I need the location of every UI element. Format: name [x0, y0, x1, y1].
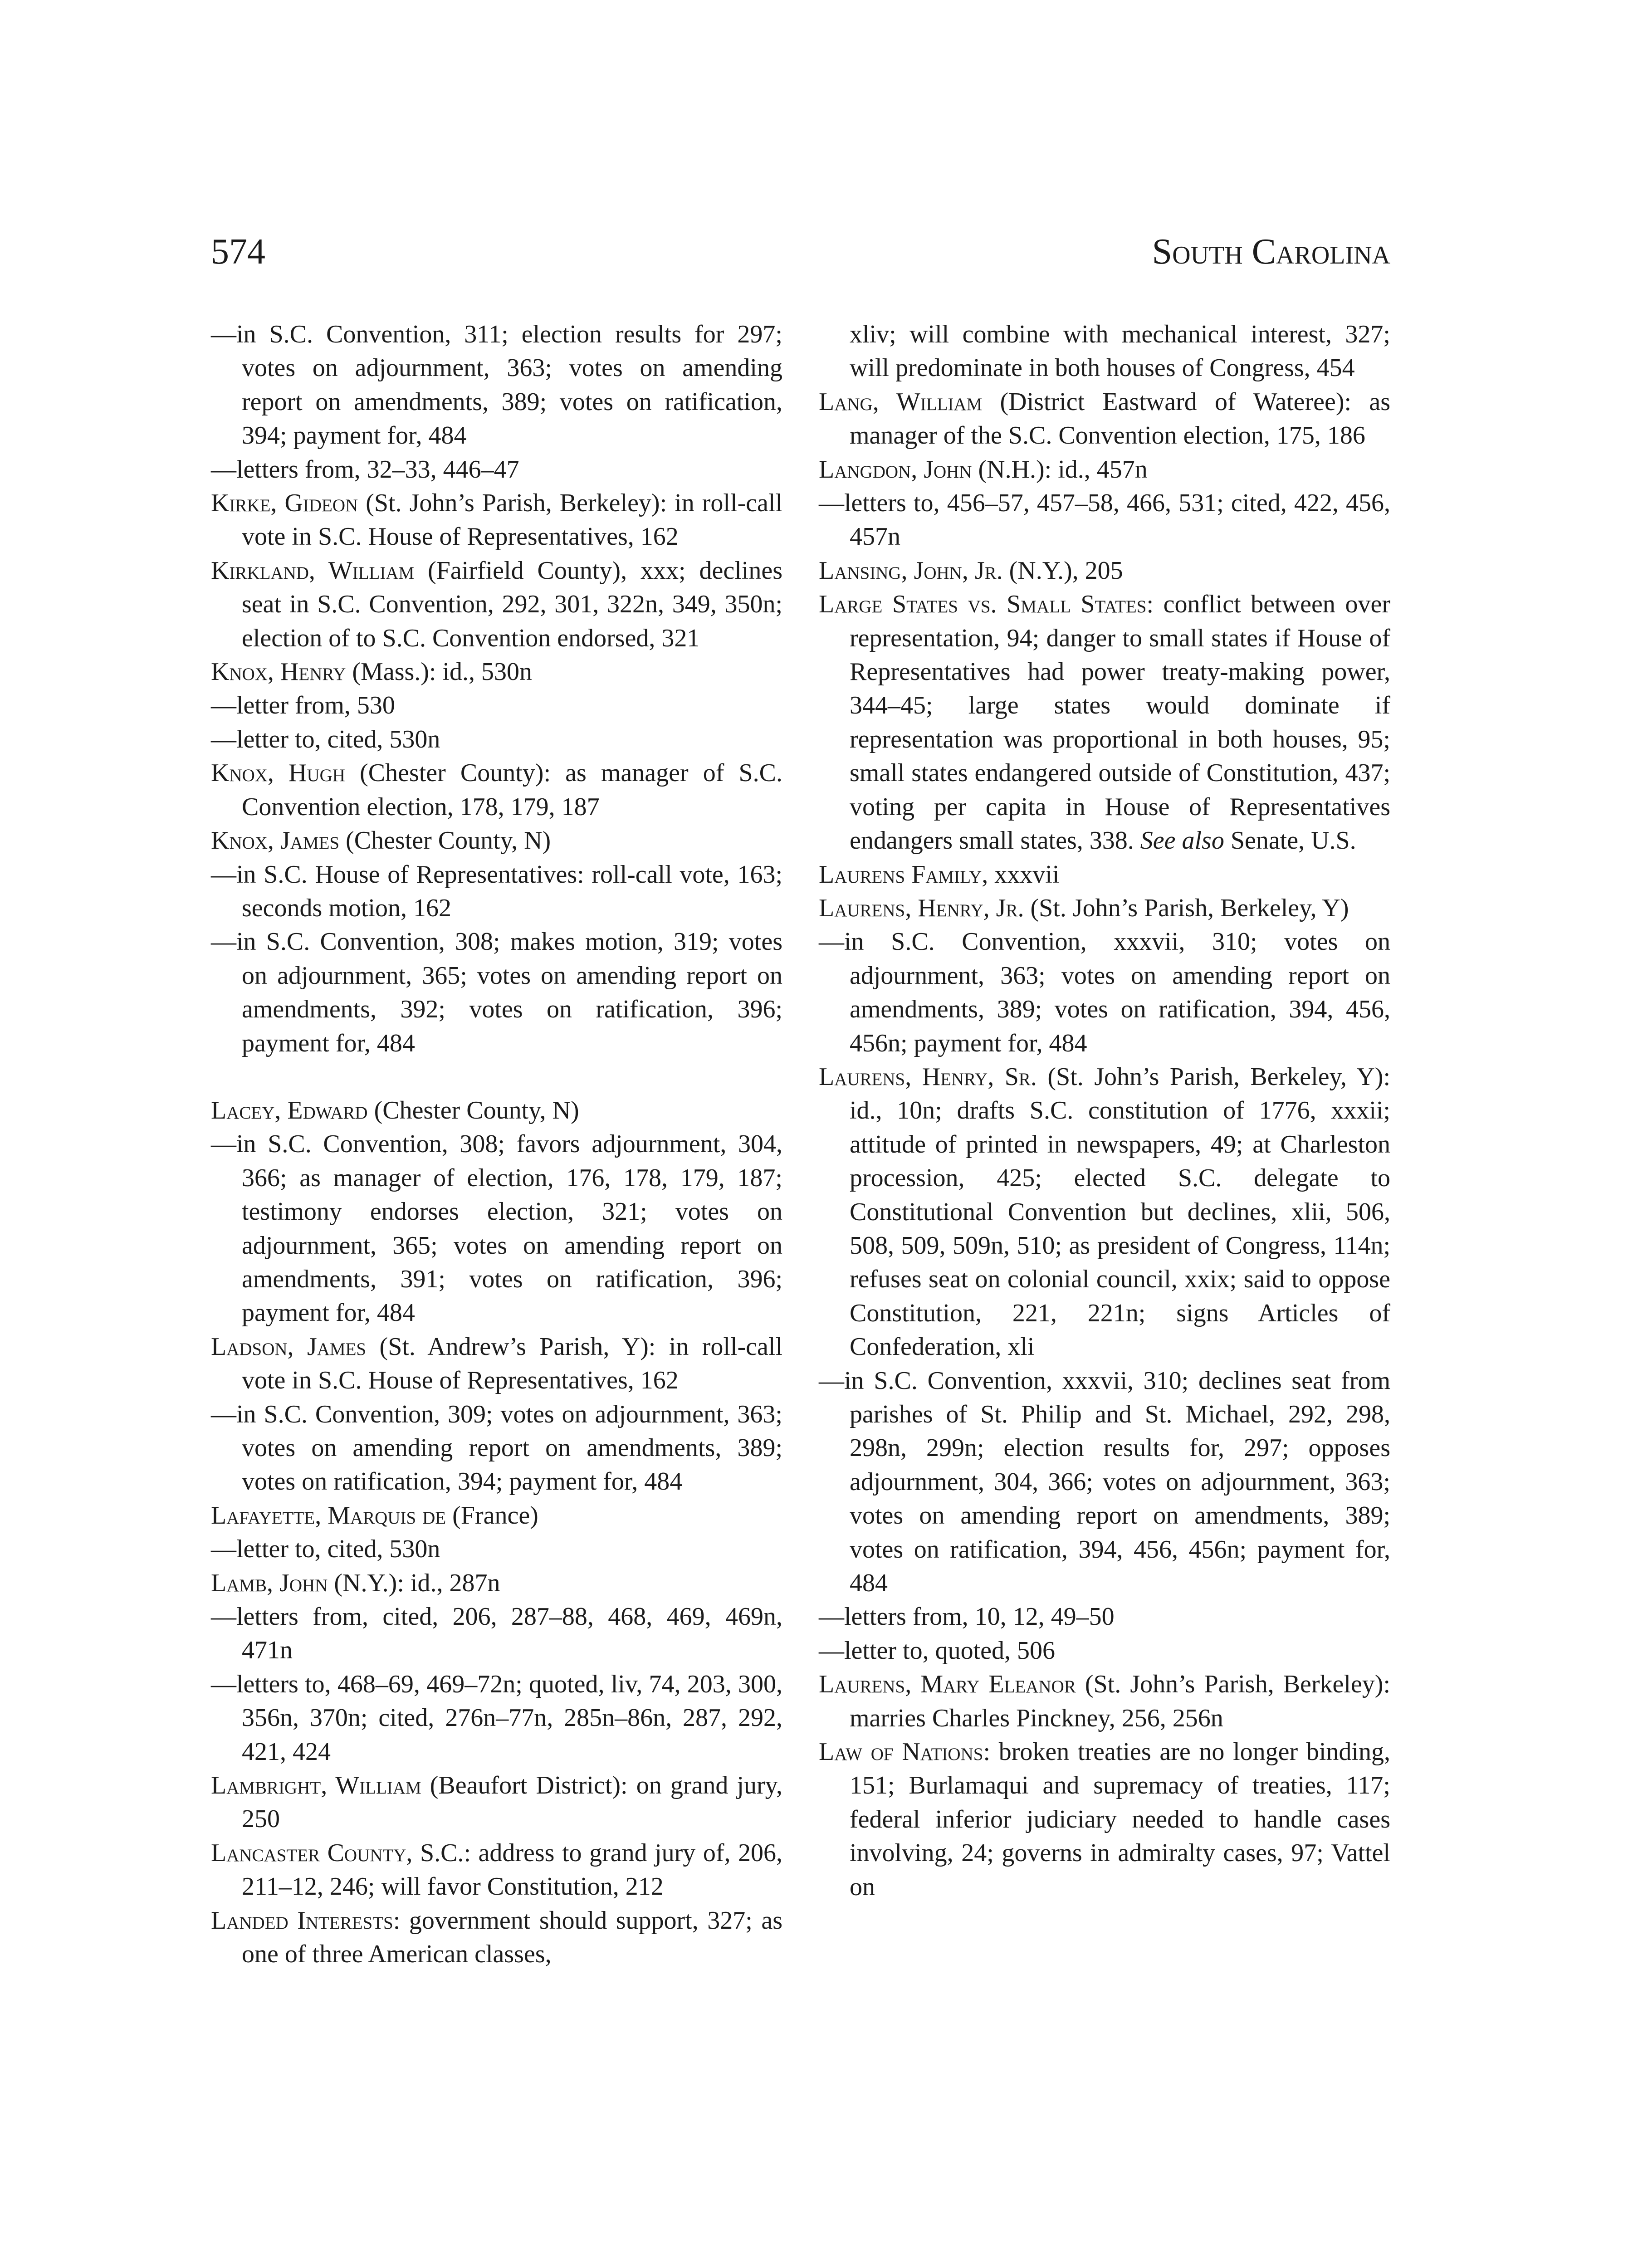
index-entry — [211, 824, 782, 857]
index-headword: Lambright, William — [211, 1771, 421, 1800]
index-entry-text: (Mass.): id., 530n — [346, 658, 533, 686]
index-entry — [211, 554, 782, 655]
index-entry — [819, 1060, 1390, 1364]
index-entry — [211, 1836, 782, 1904]
index-entry-text: : broken treaties are no longer binding, 151; Burlamaqui and supremacy of treaties, 117; federal inferior judiciary needed to handle cases involving, 24; governs in admiralty cases, 97; Vattel on — [850, 1738, 1390, 1901]
index-entry — [211, 486, 782, 554]
index-column-right — [819, 318, 1390, 1904]
index-headword: Knox, Henry — [211, 658, 346, 686]
index-headword: Kirkland, William — [211, 556, 415, 585]
index-subentry — [211, 1127, 782, 1330]
index-entry — [211, 1769, 782, 1836]
index-subentry — [211, 318, 782, 453]
index-entry — [211, 1904, 782, 1971]
index-subentry — [211, 858, 782, 925]
index-entry-text: : conflict between over representation, 94; danger to small states if House of Representatives had power treaty-making power, 344–45; large states would dominate if representation was proportional in both houses, 95; small states endangered outside of Constitution, 437; voting per capita in House of Representatives endangers small states, 338. — [850, 590, 1390, 855]
index-headword: Laurens, Henry, Sr. — [819, 1062, 1037, 1091]
index-headword: Lansing, John, Jr. — [819, 556, 1003, 585]
index-headword: Lang, William — [819, 387, 983, 416]
index-entry-text: —in S.C. House of Representatives: roll-call vote, 163; seconds motion, 162 — [211, 860, 782, 922]
index-entry-text: (St. John’s Parish, Berkeley, Y): id., 10n; drafts S.C. constitution of 1776, xxxii; attitude of printed in newspapers, 49; at Charleston procession, 425; elected S.C. delegate to Constitutional Convention but declines, xlii, 506, 508, 509, 509n, 510; as president of Congress, 114n; refuses seat on colonial council, xxix; said to oppose Constitution, 221, 221n; signs Articles of Confederation, xli — [850, 1062, 1390, 1361]
index-entry — [211, 1566, 782, 1600]
index-entry-text: —letters to, 456–57, 457–58, 466, 531; cited, 422, 456, 457n — [819, 489, 1390, 551]
index-headword: Knox, James — [211, 826, 340, 855]
index-headword: Lancaster County, S.C. — [211, 1838, 464, 1867]
index-headword: Kirke, Gideon — [211, 489, 358, 518]
index-entry-text: (Fairfield County), xxx; declines seat in S.C. Convention, 292, 301, 322n, 349, 350n; election of to S.C. Convention endorsed, 321 — [242, 556, 782, 652]
index-subentry — [819, 318, 1390, 385]
index-subentry — [211, 1398, 782, 1499]
index-entry-text: —letters from, 10, 12, 49–50 — [819, 1603, 1115, 1631]
index-subentry — [211, 1532, 782, 1566]
see-also-target: Senate, U.S. — [1224, 826, 1356, 855]
index-entry-text: (District Eastward of Wateree): as manager of the S.C. Convention election, 175, 186 — [850, 387, 1390, 450]
index-entry — [819, 858, 1390, 891]
index-subentry — [211, 925, 782, 1060]
index-entry-text: —in S.C. Convention, xxxvii, 310; votes on adjournment, 363; votes on amending report on amendments, 389; votes on ratification, 394, 456, 456n; payment for, 484 — [819, 928, 1390, 1057]
index-entry-text: —in S.C. Convention, xxxvii, 310; declines seat from parishes of St. Philip and St. Michael, 292, 298, 298n, 299n; election results for, 297; opposes adjournment, 304, 366; votes on adjournment, 363; votes on amending report on amendments, 389; votes on ratification, 394, 456, 456n; payment for, 484 — [819, 1366, 1390, 1598]
index-entry-text: (Chester County, N) — [367, 1096, 579, 1124]
index-headword: Knox, Hugh — [211, 759, 345, 787]
index-entry-text: (N.Y.), 205 — [1002, 556, 1123, 585]
index-entry-text: (Beaufort District): on grand jury, 250 — [242, 1771, 782, 1833]
index-subentry — [211, 453, 782, 486]
index-subentry — [819, 486, 1390, 554]
index-entry — [819, 453, 1390, 486]
index-entry-text: —in S.C. Convention, 308; favors adjournment, 304, 366; as manager of election, 176, 178, 179, 187; testimony endorses election, 321; votes on adjournment, 365; votes on amending report on amendments, 391; votes on ratification, 396; payment for, 484 — [211, 1130, 782, 1327]
index-entry-text: —in S.C. Convention, 308; makes motion, 319; votes on adjournment, 365; votes on amending report on amendments, 392; votes on ratification, 396; payment for, 484 — [211, 928, 782, 1057]
page-number: 574 — [211, 232, 265, 272]
running-head: South Carolina — [1152, 232, 1390, 272]
index-entry — [211, 655, 782, 689]
index-headword: Laurens, Mary Eleanor — [819, 1670, 1076, 1699]
index-subentry — [819, 925, 1390, 1060]
index-entry-text: (St. John’s Parish, Berkeley, Y) — [1024, 894, 1349, 922]
index-headword: Law of Nations — [819, 1738, 983, 1766]
index-entry-text: (N.H.): id., 457n — [972, 455, 1148, 484]
index-subentry — [211, 1600, 782, 1667]
index-headword: Lamb, John — [211, 1569, 328, 1597]
index-headword: Landed Interests — [211, 1906, 393, 1935]
index-headword: Laurens, Henry, Jr. — [819, 894, 1024, 922]
index-entry-text: —letter from, 530 — [211, 691, 395, 720]
index-entry-text: (Chester County, N) — [339, 826, 551, 855]
index-entry-text: (St. Andrew’s Parish, Y): in roll-call vote in S.C. House of Representatives, 162 — [242, 1332, 783, 1395]
index-entry-text: (France) — [446, 1501, 538, 1530]
index-entry — [819, 554, 1390, 587]
index-column-left — [211, 318, 782, 1971]
index-headword: Ladson, James — [211, 1332, 367, 1361]
page-header — [211, 227, 1390, 277]
index-entry — [819, 891, 1390, 925]
index-entry — [819, 385, 1390, 453]
index-entry-text: —letters from, cited, 206, 287–88, 468, 469, 469n, 471n — [211, 1603, 782, 1665]
index-entry-text: : address to grand jury of, 206, 211–12, 246; will favor Constitution, 212 — [242, 1838, 782, 1901]
index-entry-text: —in S.C. Convention, 311; election results for 297; votes on adjournment, 363; votes on amending report on amendments, 389; votes on ratification, 394; payment for, 484 — [211, 320, 782, 450]
index-entry — [211, 1499, 782, 1532]
index-entry-text: —letter to, cited, 530n — [211, 1535, 440, 1564]
index-entry-text: —letters to, 468–69, 469–72n; quoted, liv, 74, 203, 300, 356n, 370n; cited, 276n–77n, 285n–86n, 287, 292, 421, 424 — [211, 1670, 782, 1766]
index-entry-text: : government should support, 327; as one of three American classes, — [242, 1906, 783, 1969]
index-entry — [819, 1667, 1390, 1735]
index-headword: Lacey, Edward — [211, 1096, 368, 1124]
index-headword: Large States vs. Small States — [819, 590, 1147, 619]
index-entry-text: (Chester County): as manager of S.C. Convention election, 178, 179, 187 — [242, 759, 782, 821]
index-entry-text: (St. John’s Parish, Berkeley): in roll-call vote in S.C. House of Representatives, 162 — [242, 489, 782, 551]
index-entry-text: —letter to, cited, 530n — [211, 725, 440, 753]
index-subentry — [819, 1634, 1390, 1667]
index-subentry — [211, 1667, 782, 1769]
index-headword: Laurens Family — [819, 860, 982, 889]
index-entry-text: , xxxvii — [982, 860, 1060, 889]
index-subentry — [819, 1600, 1390, 1633]
index-subentry — [211, 723, 782, 756]
index-entry — [819, 1735, 1390, 1904]
index-headword: Langdon, John — [819, 455, 972, 484]
index-entry-text: (N.Y.): id., 287n — [328, 1569, 500, 1597]
index-entry — [211, 1094, 782, 1127]
index-subentry — [819, 1364, 1390, 1600]
index-entry — [211, 1330, 782, 1398]
index-entry-text: —in S.C. Convention, 309; votes on adjournment, 363; votes on amending report on amendments, 389; votes on ratification, 394; payment for, 484 — [211, 1400, 782, 1496]
index-entry-text: xliv; will combine with mechanical interest, 327; will predominate in both houses of Congress, 454 — [850, 320, 1390, 382]
index-entry — [819, 587, 1390, 857]
index-entry-text: —letters from, 32–33, 446–47 — [211, 455, 519, 484]
index-entry-text: —letter to, quoted, 506 — [819, 1636, 1056, 1665]
index-entry-text: (St. John’s Parish, Berkeley): marries Charles Pinckney, 256, 256n — [850, 1670, 1391, 1732]
index-subentry — [211, 689, 782, 722]
index-entry — [211, 756, 782, 824]
index-headword: Lafayette, Marquis de — [211, 1501, 446, 1530]
see-also-label: See also — [1140, 826, 1224, 855]
